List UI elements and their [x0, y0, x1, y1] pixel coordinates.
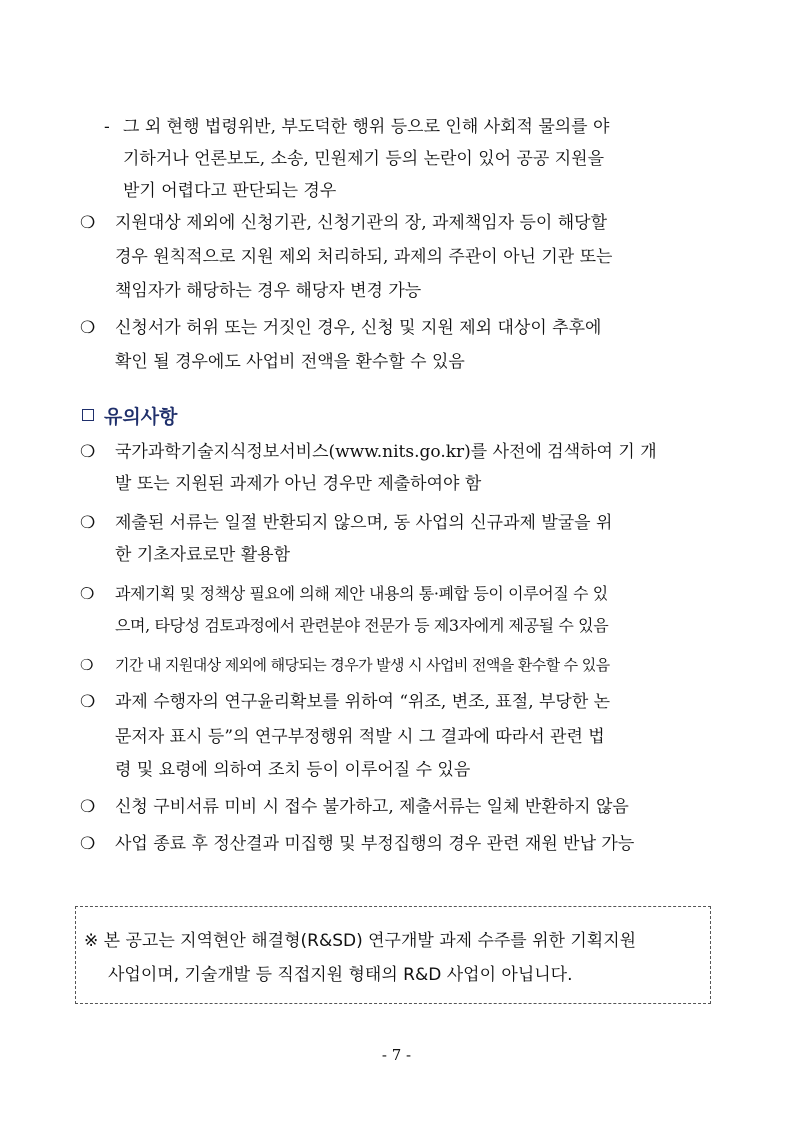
- bullet-continuation: 으며, 타당성 검토과정에서 관련분야 전문가 등 제3자에게 제공될 수 있음: [115, 616, 609, 635]
- notice-line-1: ※ 본 공고는 지역현안 해결형(R&SD) 연구개발 과제 수주를 위한 기획지원: [84, 931, 637, 951]
- square-bullet-icon: [82, 409, 94, 421]
- bullet-text: 지원대상 제외에 신청기관, 신청기관의 장, 과제책임자 등이 해당할: [115, 213, 608, 233]
- dash-symbol: -: [104, 117, 110, 137]
- circle-bullet-icon: ❍: [80, 797, 96, 817]
- bullet-continuation: 한 기초자료로만 활용함: [115, 545, 291, 565]
- notice-line-2: 사업이며, 기술개발 등 직접지원 형태의 R&D 사업이 아닙니다.: [108, 965, 573, 985]
- bullet-continuation: 경우 원칙적으로 지원 제외 처리하되, 과제의 주관이 아닌 기관 또는: [115, 247, 613, 267]
- bullet-item: [80, 212, 607, 234]
- circle-bullet-icon: ❍: [80, 656, 93, 674]
- dash-item-line-2: 기하거나 언론보도, 소송, 민원제기 등의 논란이 있어 공공 지원을: [123, 149, 605, 169]
- heading-label: 유의사항: [104, 406, 178, 428]
- bullet-continuation: 문저자 표시 등”의 연구부정행위 적발 시 그 결과에 따라서 관련 법: [115, 727, 605, 747]
- circle-bullet-icon: ❍: [80, 442, 96, 462]
- bullet-text: 제출된 서류는 일절 반환되지 않으며, 동 사업의 신규과제 발굴을 위: [115, 513, 613, 533]
- bullet-text: 신청서가 허위 또는 거짓인 경우, 신청 및 지원 제외 대상이 추후에: [115, 318, 602, 338]
- circle-bullet-icon: ❍: [80, 513, 96, 533]
- bullet-continuation: 령 및 요령에 의하여 조치 등이 이루어질 수 있음: [115, 760, 471, 780]
- bullet-item: [80, 833, 634, 855]
- dash-item-line-3: 받기 어렵다고 판단되는 경우: [123, 181, 337, 201]
- circle-bullet-icon: ❍: [80, 834, 96, 854]
- bullet-continuation: 발 또는 지원된 과제가 아닌 경우만 제출하여야 함: [115, 474, 482, 494]
- bullet-item: [80, 512, 612, 534]
- bullet-item: [80, 441, 657, 463]
- bullet-text: 과제 수행자의 연구윤리확보를 위하여 “위조, 변조, 표절, 부당한 논: [115, 692, 611, 712]
- bullet-item: [80, 583, 608, 605]
- page-number: - 7 -: [381, 1046, 412, 1064]
- circle-bullet-icon: ❍: [80, 318, 96, 338]
- section-heading: [82, 402, 177, 429]
- bullet-text: 과제기획 및 정책상 필요에 의해 제안 내용의 통·폐합 등이 이루어질 수 있: [115, 584, 608, 603]
- bullet-item: [80, 317, 601, 339]
- bullet-text: 신청 구비서류 미비 시 접수 불가하고, 제출서류는 일체 반환하지 않음: [115, 797, 629, 817]
- bullet-text: 사업 종료 후 정산결과 미집행 및 부정집행의 경우 관련 재원 반납 가능: [115, 834, 635, 854]
- dash-item-text: 그 외 현행 법령위반, 부도덕한 행위 등으로 인해 사회적 물의를 야: [123, 117, 610, 137]
- bullet-item: [80, 691, 610, 713]
- bullet-item: [80, 796, 629, 818]
- dash-item-line-1: [104, 116, 609, 138]
- bullet-text: 기간 내 지원대상 제외에 해당되는 경우가 발생 시 사업비 전액을 환수할 수 있음: [115, 656, 610, 674]
- bullet-text: 국가과학기술지식정보서비스(www.nits.go.kr)를 사전에 검색하여 기 개: [115, 442, 657, 462]
- circle-bullet-icon: ❍: [80, 584, 94, 603]
- bullet-continuation: 확인 될 경우에도 사업비 전액을 환수할 수 있음: [115, 352, 465, 372]
- bullet-item: [80, 654, 610, 676]
- notice-box: [75, 906, 711, 1004]
- circle-bullet-icon: ❍: [80, 692, 96, 712]
- bullet-continuation: 책임자가 해당하는 경우 해당자 변경 가능: [115, 281, 422, 301]
- circle-bullet-icon: ❍: [80, 213, 96, 233]
